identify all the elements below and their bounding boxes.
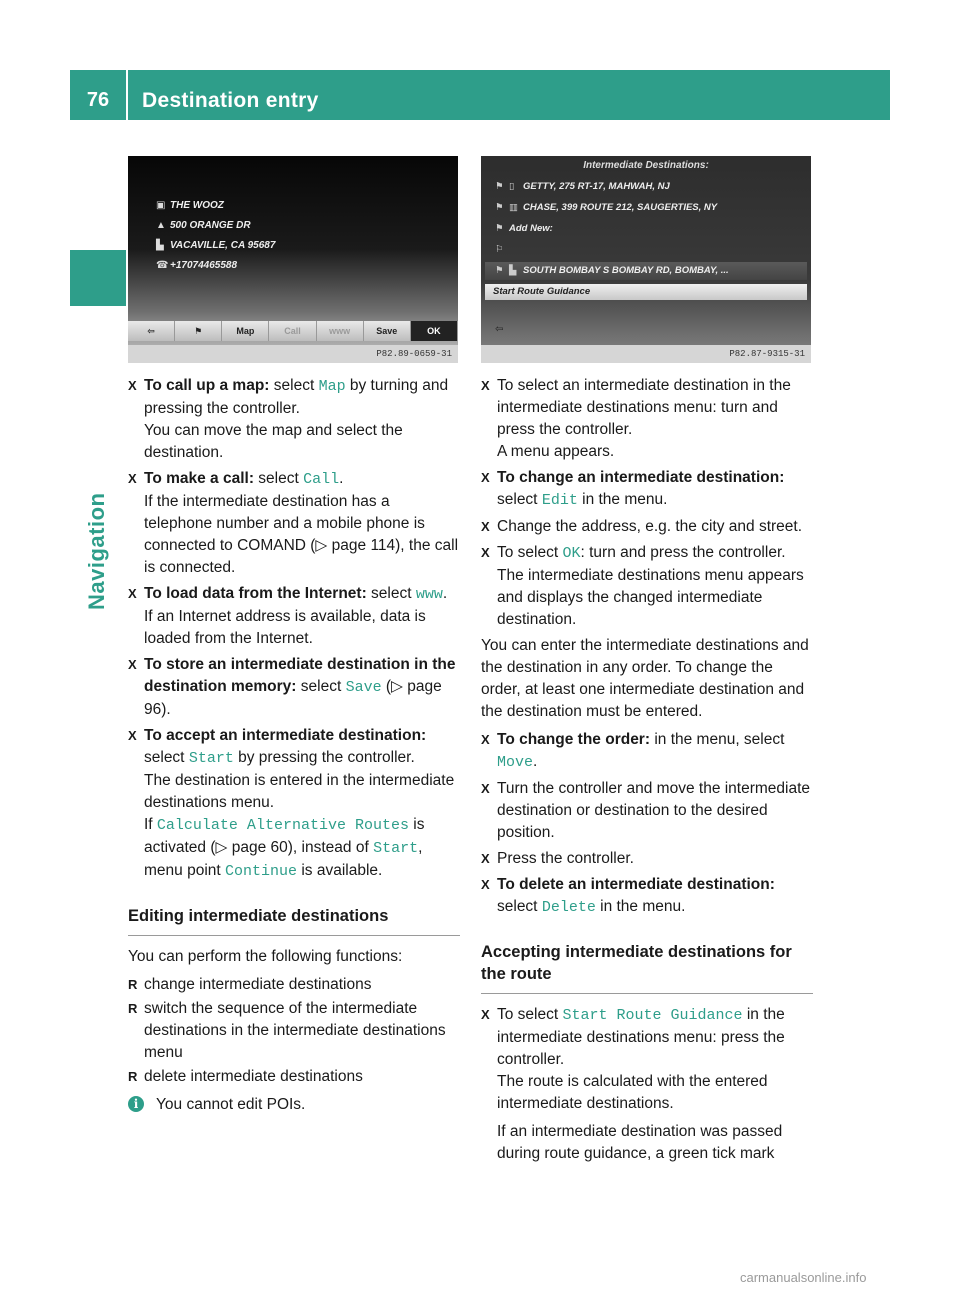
arrow-icon: X <box>481 877 490 892</box>
instruction-start-route-guidance: X To select Start Route Guidance in the intermediate destinations menu: press the controller. The route is calculated with the entered intermediate destinations. If an intermediate destination was passed during route guidance, a green tick mark <box>481 1006 785 1162</box>
intro-text: You can perform the following functions: <box>128 948 403 965</box>
info-icon: i <box>128 1096 144 1112</box>
menu-row-destination-1[interactable]: ⚑ ▯ GETTY, 275 RT-17, MAHWAH, NJ <box>495 178 805 196</box>
menu-row-add-new[interactable]: ⚑ Add New: <box>495 220 805 238</box>
menu-title: Intermediate Destinations: <box>583 160 709 171</box>
arrow-icon: X <box>481 470 490 485</box>
fuel-icon: ▯ <box>509 181 515 192</box>
back-icon[interactable]: ⇦ <box>495 324 504 335</box>
call-softkey[interactable]: Call <box>269 321 316 341</box>
arrow-icon: X <box>481 851 490 866</box>
arrow-icon: X <box>128 471 137 486</box>
start-route-guidance-option[interactable]: Start Route Guidance <box>485 284 807 300</box>
bullet-icon: R <box>128 977 138 992</box>
ok-softkey[interactable]: OK <box>411 321 458 341</box>
arrow-icon: X <box>481 732 490 747</box>
softkey-bar <box>128 321 458 341</box>
info-row-phone: ☎ +17074465588 <box>156 260 238 271</box>
arrow-icon: X <box>481 1007 490 1022</box>
info-note: i You cannot edit POIs. <box>128 1094 460 1116</box>
flag-icon: ⚑ <box>495 265 504 276</box>
phone-icon: ☎ <box>156 260 169 271</box>
instruction-change-destination: X To change an intermediate destination: select Edit in the menu. <box>481 469 785 509</box>
bullet-icon: R <box>128 1001 138 1016</box>
arrow-icon: X <box>128 657 137 672</box>
instruction-load-internet: X To load data from the Internet: select www. If an Internet address is available, data is loaded from the Internet. <box>128 585 448 647</box>
page-header <box>70 70 890 120</box>
save-softkey[interactable]: Save <box>364 321 411 341</box>
info-row-city: ▙ VACAVILLE, CA 95687 <box>156 240 276 251</box>
section-heading-editing: Editing intermediate destinations <box>128 905 460 936</box>
instruction-press-controller: X Press the controller. <box>481 848 813 870</box>
bank-icon: ▥ <box>509 202 518 213</box>
arrow-icon: X <box>128 378 137 393</box>
list-item: R delete intermediate destinations <box>128 1066 460 1088</box>
flag-softkey[interactable]: ⚑ <box>175 321 222 341</box>
map-softkey[interactable]: Map <box>222 321 269 341</box>
flag-icon: ⚑ <box>495 181 504 192</box>
header-divider <box>126 70 128 120</box>
info-row-name: ▣ THE WOOZ <box>156 200 224 211</box>
instruction-move-destination: X Turn the controller and move the intermediate destination or destination to the desired position. <box>481 780 811 841</box>
instruction-change-order: X To change the order: in the menu, select Move. <box>481 731 785 771</box>
image-caption: P82.89-0659-31 <box>128 345 458 363</box>
instruction-select-ok: X To select OK: turn and press the controller. The intermediate destinations menu appears and displays the changed intermediate destination. <box>481 544 804 628</box>
section-heading-accepting: Accepting intermediate destinations for the route <box>481 941 813 994</box>
city-icon: ▙ <box>156 240 164 251</box>
back-softkey[interactable]: ⇦ <box>128 321 175 341</box>
instruction-make-call: X To make a call: select Call. If the intermediate destination has a telephone number and a mobile phone is connected to COMAND (▷ page 114), the call is connected. <box>128 470 459 576</box>
instruction-select-destination: X To select an intermediate destination in the intermediate destinations menu: turn and press the controller. A menu appears. <box>481 377 791 460</box>
www-softkey[interactable]: www <box>317 321 364 341</box>
instruction-change-address: X Change the address, e.g. the city and street. <box>481 516 813 538</box>
city-icon: ▙ <box>509 265 517 276</box>
arrow-icon: X <box>481 378 490 393</box>
watermark: carmanualsonline.info <box>740 1270 867 1285</box>
section-label: Navigation <box>84 492 109 610</box>
instruction-store-destination: X To store an intermediate destination in the destination memory: select Save (▷ page 96). <box>128 656 456 718</box>
building-icon: ▣ <box>156 200 166 211</box>
list-item: R change intermediate destinations <box>128 974 460 996</box>
image-caption: P82.87-9315-31 <box>481 345 811 363</box>
menu-row-destination-2[interactable]: ⚑ ▥ CHASE, 399 ROUTE 212, SAUGERTIES, NY <box>495 199 805 217</box>
page-number: 76 <box>86 89 110 111</box>
arrow-icon: X <box>128 586 137 601</box>
order-paragraph: You can enter the intermediate destinations and the destination in any order. To change the order, at least one intermediate destination and the destination must be entered. <box>481 637 809 720</box>
left-column <box>128 375 460 1116</box>
list-item: R switch the sequence of the intermediate destinations in the intermediate destinations menu <box>128 1000 446 1061</box>
right-column <box>481 375 813 1169</box>
pin-icon: ▲ <box>156 220 166 231</box>
screenshot-destination-details <box>128 156 458 363</box>
info-row-street: ▲ 500 ORANGE DR <box>156 220 251 231</box>
menu-row-destination-final[interactable]: ⚑ ▙ SOUTH BOMBAY S BOMBAY RD, BOMBAY, ... <box>485 262 807 280</box>
instruction-call-map: X To call up a map: select Map by turning and pressing the controller. You can move the map and select the destination. <box>128 377 449 461</box>
flag-icon: ⚑ <box>495 223 504 234</box>
bullet-icon: R <box>128 1069 138 1084</box>
arrow-icon: X <box>128 728 137 743</box>
flag-icon: ⚑ <box>495 202 504 213</box>
arrow-icon: X <box>481 519 490 534</box>
menu-row-empty[interactable] <box>495 241 805 259</box>
arrow-icon: X <box>481 781 490 796</box>
page-title: Destination entry <box>142 89 319 112</box>
arrow-icon: X <box>481 545 490 560</box>
section-tab <box>70 250 126 306</box>
screenshot-intermediate-destinations <box>481 156 811 363</box>
instruction-accept-destination: X To accept an intermediate destination: select Start by pressing the controller. The destination is entered in the intermediate destinations menu. If Calculate Alternative Routes is activated (▷ page 60), instead of Start, menu point Continue is available. <box>128 727 455 880</box>
instruction-delete-destination: X To delete an intermediate destination: select Delete in the menu. <box>481 876 775 916</box>
flag-icon: ⚐ <box>495 244 504 255</box>
